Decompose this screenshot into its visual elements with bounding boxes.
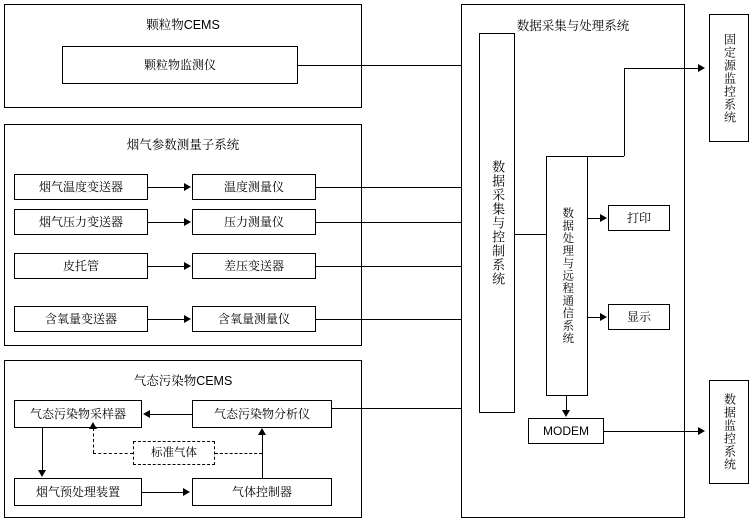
- connector-pressure-transducer-to-meter: [148, 222, 185, 223]
- box-modem: MODEM: [528, 418, 604, 444]
- arrowhead-pressure-transducer-to-meter: [184, 218, 191, 226]
- connector-standard-gas-to-sampler-h: [93, 453, 133, 454]
- box-data-monitoring-system: [709, 380, 749, 484]
- connector-process-up-v: [624, 68, 625, 156]
- connector-diff-pressure-to-acq: [316, 266, 473, 267]
- group-title-gaseous-pollutant-cems: 气态污染物CEMS: [133, 374, 233, 388]
- connector-oxygen-transducer-to-meter: [148, 319, 185, 320]
- connector-particulate-to-acq: [298, 65, 473, 66]
- box-data-monitoring-system-label: 数据监控系统: [722, 393, 737, 471]
- group-title-flue-gas-params: 烟气参数测量子系统: [126, 138, 240, 152]
- box-oxygen-transducer: 含氧量变送器: [14, 306, 148, 332]
- connector-pitot-to-diff-pressure: [148, 266, 185, 267]
- connector-analyzer-to-acq: [332, 408, 473, 409]
- box-gas-controller: 气体控制器: [192, 478, 332, 506]
- arrowhead-oxygen-transducer-to-meter: [184, 315, 191, 323]
- box-display: 显示: [608, 304, 670, 330]
- arrowhead-sampler-to-pretreatment: [38, 470, 46, 477]
- connector-pressure-meter-to-acq: [316, 222, 473, 223]
- box-temp-meter: 温度测量仪: [192, 174, 316, 200]
- connector-modem-to-data-monitoring: [604, 431, 701, 432]
- arrowhead-standard-gas-to-sampler: [89, 422, 97, 429]
- arrowhead-controller-to-analyzer: [258, 428, 266, 435]
- box-particulate-monitor: 颗粒物监测仪: [62, 46, 298, 84]
- box-flue-gas-pretreatment: 烟气预处理装置: [14, 478, 142, 506]
- connector-standard-gas-to-sampler-v: [93, 428, 94, 453]
- group-title-data-acquisition-processing: 数据采集与处理系统: [516, 19, 630, 33]
- connector-analyzer-to-sampler: [150, 414, 192, 415]
- connector-process-up-h: [566, 156, 624, 157]
- group-title-particulate-cems: 颗粒物CEMS: [146, 18, 220, 32]
- box-data-acq-control-system-label: 数据采集与控制系统: [490, 160, 506, 286]
- arrowhead-process-to-display: [600, 313, 607, 321]
- box-fixed-source-monitoring: [709, 14, 749, 142]
- box-oxygen-meter: 含氧量测量仪: [192, 306, 316, 332]
- box-gas-analyzer: 气态污染物分析仪: [192, 400, 332, 428]
- arrowhead-to-fixed-source: [698, 64, 705, 72]
- arrowhead-modem-to-data-monitoring: [698, 427, 705, 435]
- box-fixed-source-monitoring-label: 固定源监控系统: [722, 32, 737, 124]
- box-temp-transducer: 烟气温度变送器: [14, 174, 148, 200]
- connector-process-to-modem: [566, 396, 567, 411]
- connector-oxygen-meter-to-acq: [316, 319, 473, 320]
- connector-sampler-to-pretreatment: [42, 428, 43, 471]
- arrowhead-analyzer-to-sampler: [143, 410, 150, 418]
- arrowhead-temp-transducer-to-meter: [184, 183, 191, 191]
- box-standard-gas: 标准气体: [133, 441, 215, 465]
- connector-standard-gas-to-controller-v: [262, 453, 263, 478]
- box-pitot-tube: 皮托管: [14, 253, 148, 279]
- box-gas-sampler: 气态污染物采样器: [14, 400, 142, 428]
- connector-acq-to-process: [515, 234, 546, 235]
- arrowhead-pretreatment-to-controller: [183, 488, 190, 496]
- box-data-acq-control-system: [479, 33, 515, 413]
- connector-standard-gas-to-controller-h: [215, 453, 262, 454]
- box-pressure-meter: 压力测量仪: [192, 209, 316, 235]
- connector-to-fixed-source: [624, 68, 701, 69]
- arrowhead-process-to-modem: [562, 410, 570, 417]
- arrowhead-process-to-printer: [600, 214, 607, 222]
- connector-temp-transducer-to-meter: [148, 187, 185, 188]
- connector-temp-meter-to-acq: [316, 187, 473, 188]
- connector-pretreatment-to-controller: [142, 492, 184, 493]
- box-data-process-remote-comm: [546, 156, 588, 396]
- box-pressure-transducer: 烟气压力变送器: [14, 209, 148, 235]
- arrowhead-pitot-to-diff-pressure: [184, 262, 191, 270]
- box-data-process-remote-comm-label: 数据处理与远程通信系统: [561, 207, 574, 345]
- box-printer: 打印: [608, 205, 670, 231]
- box-diff-pressure-transducer: 差压变送器: [192, 253, 316, 279]
